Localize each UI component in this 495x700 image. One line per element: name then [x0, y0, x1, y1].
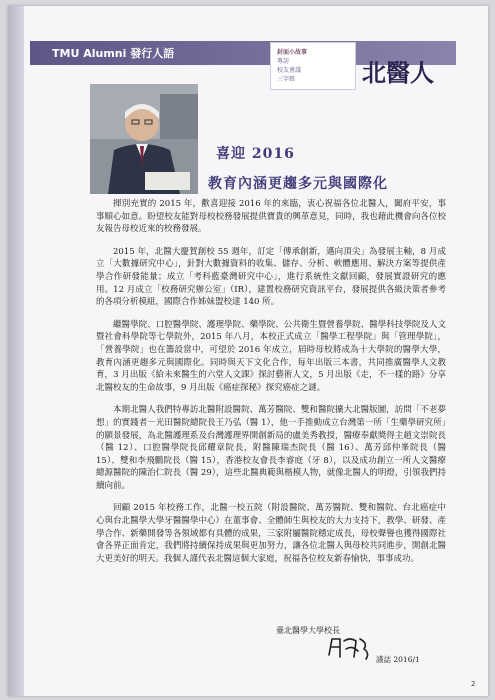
- signer-title: 臺北醫學大學校長: [276, 626, 340, 635]
- handwritten-signature: [326, 635, 372, 661]
- signature-block: [276, 620, 456, 664]
- article-body: [96, 198, 446, 575]
- president-photo: [90, 84, 198, 194]
- column-note-line: 三字經: [277, 76, 296, 83]
- title-line-1: 喜迎 2016: [216, 146, 295, 162]
- magazine-logo: [358, 53, 454, 93]
- logo-text: 北醫人: [362, 58, 434, 87]
- column-note-box: [270, 42, 356, 90]
- article-paragraph: 揮別充實的 2015 年，歡喜迎接 2016 年的來臨，衷心祝福各位北醫人，闔府平安，事事順心如意。盼望校友能對母校校務發展提供寶貴的興革意見，同時，我也藉此機會向各位校友報告母校近來的校務發展。: [96, 199, 446, 235]
- column-note-line: 封面小故事: [277, 49, 308, 56]
- section-label: TMU Alumni 發行人語: [52, 47, 175, 60]
- magazine-page: [8, 6, 488, 696]
- left-decor-band: [8, 6, 24, 696]
- article-paragraph: 2015 年，北醫大慶賀創校 55 週年，訂定「傳承創新，邁向頂尖」為發展主軸，8 月成立「大數據研究中心」，針對大數據資料的收集、儲存、分析、軟體應用、解決方案等提供產學合作研發能量；成立「考科藍臺灣研究中心」，進行系統性文獻回顧，發展實證研究的應用。12 月成立「校務研究辦公室」（IR），建置校務研究資訊平台，發展提供各級決策者參考的各項分析模組，國際合作姊妹盟校達 140 所。: [96, 246, 446, 308]
- column-note-line: 專訪: [277, 58, 290, 65]
- column-note-line: 校友會議: [277, 67, 302, 74]
- signature-date: 謹誌 2016/1: [376, 655, 420, 664]
- article-paragraph: 繼醫學院、口腔醫學院、護理學院、藥學院、公共衛生暨營養學院、醫學科技學院及人文暨社會科學院等七學院外，2015 年八月，本校正式成立「醫學工程學院」與「管理學院」，「營養學院」也在籌設當中，可望於 2016 年成立，屆時母校將成為十大學院的醫學大學，教育內涵更趨多元與國際化。同時與天下文化合作，每年出版三本書，共同推廣醫學人文教育，3 月出版《給未來醫生的六堂人文課》探討藝術人文，5 月出版《走，不一樣的路》分享北醫校友的生命故事，9 月出版《癌症探秘》探究癌症之謎。: [96, 319, 446, 393]
- page-number: 2: [471, 680, 476, 688]
- article-title: [208, 143, 448, 193]
- title-line-2: 教育內涵更趨多元與國際化: [208, 176, 388, 192]
- article-paragraph: 本期北醫人我們特專訪北醫附設醫院、萬芳醫院、雙和醫院擴大北醫版圖，訪問「不老夢想」的實踐者－光田醫院總院長王乃弘（醫 1），他一手推動成立台灣第一所「生藥學研究所」的願景發展，為北醫護理系及台灣護理界開創新局的盧美秀教授，醫療奉獻獎得主趙文崇院長（醫 12）、口腔醫學院長邱耀章院長，附醫陳瑞杰院長（醫 16）、萬芳邱仲峯院長（醫 15）、雙和李飛鵬院長（醫 15），香港校友會長李睿庭（牙 8），以及成功創立一所人文醫療總源醫院的陳治仁院長（醫 29），這些北醫典範與楷模人物，就像北醫人的明燈，引領我們持續向前。: [96, 405, 446, 491]
- article-paragraph: 回顧 2015 年校務工作，北醫一校五院（附設醫院、萬芳醫院、雙和醫院、台北癌症中心與台北醫學大學牙醫醫學中心）在董事會、全體師生與校友的大力支持下，教學、研發、產學合作、新藥開發等各領域都有具體的成果，三家附屬醫院穩定成長，母校聲譽也獲得國際社會各界正面肯定，我們將持續保持成果與更加努力，讓各位北醫人與母校共同進步，開創北醫大更美好的明天。我個人謹代表北醫這個大家庭，祝福各位校友新春愉快，事事成功。: [96, 503, 446, 564]
